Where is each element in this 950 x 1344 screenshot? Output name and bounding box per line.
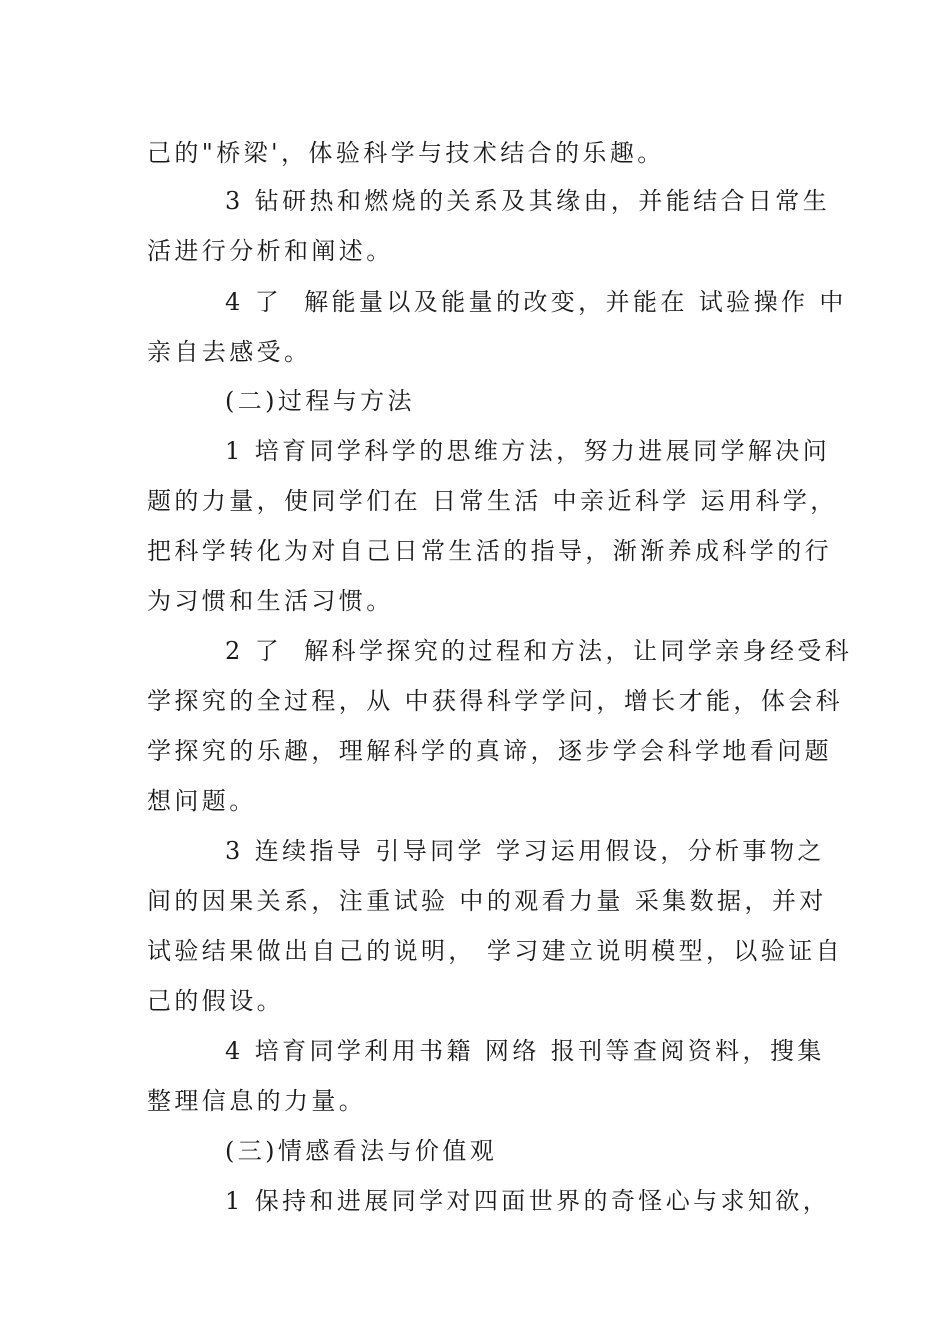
text-line-10: 为习惯和生活习惯。 <box>147 587 394 615</box>
text-line-14: 想问题。 <box>147 787 257 815</box>
text-line-15: 3 连续指导 引导同学 学习运用假设，分析事物之 <box>225 837 825 865</box>
text-line-7: 1 培育同学科学的思维方法，努力进展同学解决问 <box>225 437 831 465</box>
text-line-18: 己的假设。 <box>147 987 284 1015</box>
text-line-16: 间的因果关系，注重试验 中的观看力量 采集数据，并对 <box>147 887 827 915</box>
text-line-11: 2 了 解科学探究的过程和方法，让同学亲身经受科 <box>225 637 853 665</box>
text-line-8: 题的力量，使同学们在 日常生活 中亲近科学 运用科学， <box>147 487 838 515</box>
text-line-9: 把科学转化为对自己日常生活的指导，渐渐养成科学的行 <box>147 537 832 565</box>
section-heading-2: (二)过程与方法 <box>225 387 415 415</box>
text-line-2: 3 钻研热和燃烧的关系及其缘由，并能结合日常生 <box>225 187 831 215</box>
text-line-3: 活进行分析和阐述。 <box>147 237 394 265</box>
text-line-12: 学探究的全过程，从 中获得科学学问，增长才能，体会科 <box>147 687 844 715</box>
text-line-22: 1 保持和进展同学对四面世界的奇怪心与求知欲， <box>225 1187 831 1215</box>
text-line-20: 整理信息的力量。 <box>147 1087 367 1115</box>
text-line-1: 己的"桥梁'，体验科学与技术结合的乐趣。 <box>147 139 665 167</box>
text-line-13: 学探究的乐趣，理解科学的真谛，逐步学会科学地看问题 <box>147 737 832 765</box>
text-line-19: 4 培育同学利用书籍 网络 报刊等查阅资料，搜集 <box>225 1037 825 1065</box>
section-heading-3: (三)情感看法与价值观 <box>225 1137 498 1165</box>
text-line-17: 试验结果做出自己的说明， 学习建立说明模型，以验证自 <box>147 937 844 965</box>
text-line-4: 4 了 解能量以及能量的改变，并能在 试验操作 中 <box>225 288 847 316</box>
text-line-5: 亲自去感受。 <box>147 338 312 366</box>
